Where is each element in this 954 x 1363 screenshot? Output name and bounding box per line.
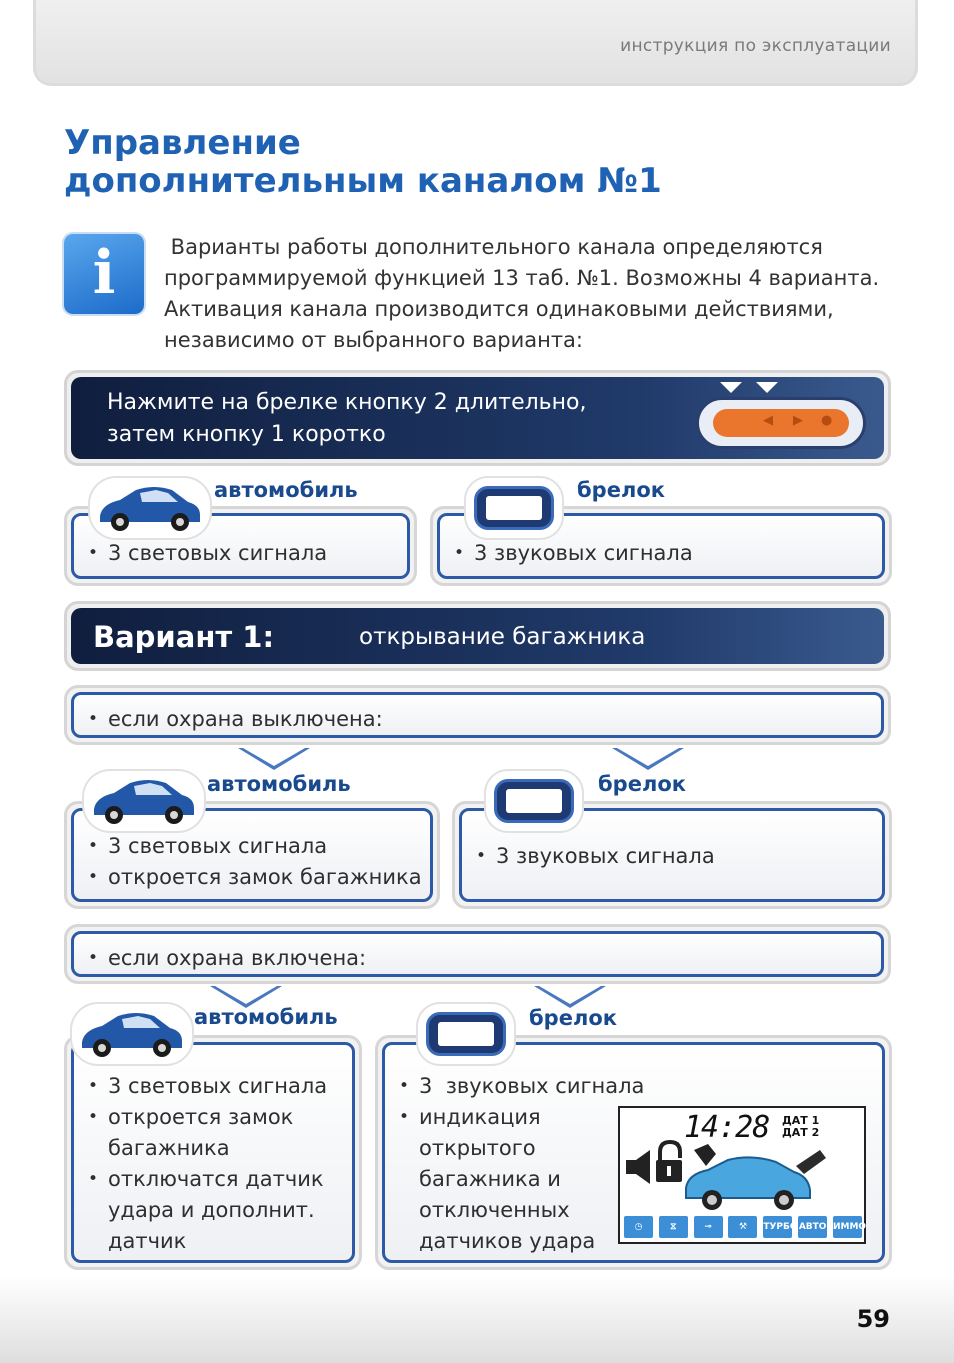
fob-label: брелок	[529, 1006, 617, 1030]
fob-label: брелок	[577, 478, 665, 502]
header-title: инструкция по эксплуатации	[620, 36, 891, 56]
activation-banner	[64, 370, 891, 466]
info-icon: i	[64, 234, 144, 314]
variant-banner	[64, 601, 891, 671]
siren-icon	[626, 1150, 650, 1184]
immo-icon: ИММО	[833, 1216, 862, 1238]
variant-description: открывание багажника	[359, 624, 646, 650]
intro-text: Варианты работы дополнительного канала определяются программируемой функцией 13 таб. №1. Возможны 4 варианта. Активация канала производится одинаковыми действиями, независимо от выбранного варианта:	[164, 235, 880, 352]
car-label: автомобиль	[214, 478, 358, 502]
keyfob-buttons-icon: ◀ ▶ ●	[696, 397, 866, 449]
car-icon	[90, 478, 210, 538]
variant-title: Вариант 1:	[93, 620, 275, 654]
lcd-dat1: ДАТ 1	[782, 1114, 820, 1127]
lcd-icon-row	[624, 1216, 867, 1238]
lcd-dat2: ДАТ 2	[782, 1126, 820, 1139]
disarmed-fob-list: • 3 звуковых сигнала	[476, 841, 715, 872]
temperature-icon: ⊸	[694, 1216, 723, 1238]
shock-sensor-icon	[694, 1144, 716, 1166]
arrow-down-icon	[612, 748, 684, 770]
wrench-icon: ⚒	[728, 1216, 757, 1238]
arrow-down-icon	[238, 748, 310, 770]
armed-car-box	[64, 1035, 362, 1270]
armed-condition: • если охрана включена:	[88, 943, 366, 974]
arrow-down-icon	[534, 986, 606, 1008]
lock-open-icon	[656, 1142, 682, 1182]
armed-car-list: • 3 световых сигнала • откроется замок багажника • отключатся датчик удара и дополнит. датчик	[88, 1071, 327, 1257]
page-number: 59	[856, 1305, 890, 1333]
clock-icon: ◷	[624, 1216, 653, 1238]
armed-condition-box	[64, 924, 891, 984]
disarmed-condition-box	[64, 685, 891, 745]
fob-label: брелок	[598, 772, 686, 796]
auto-icon: АВТО	[798, 1216, 827, 1238]
activation-car-list: • 3 световых сигнала	[88, 538, 327, 569]
armed-fob-list: • 3 звуковых сигнала • индикация открытого багажника и отключенных датчиков удара	[399, 1071, 644, 1257]
car-label: автомобиль	[194, 1005, 338, 1029]
car-icon	[84, 771, 204, 831]
hourglass-icon: ⧖	[659, 1216, 688, 1238]
disarmed-car-list: • 3 световых сигнала • откроется замок багажника	[88, 831, 422, 893]
lcd-time: 14:28	[684, 1110, 770, 1145]
turbo-icon: ТУРБО	[763, 1216, 792, 1238]
button-2-marker-icon	[720, 382, 742, 393]
footer-band	[0, 1276, 954, 1363]
page-title: Управление дополнительным каналом №1	[64, 123, 662, 201]
car-icon	[72, 1004, 192, 1064]
activation-instructions: Нажмите на брелке кнопку 2 длительно, затем кнопку 1 коротко	[107, 390, 587, 447]
keyfob-icon	[418, 1004, 514, 1064]
keyfob-lcd-display	[618, 1106, 866, 1244]
activation-fob-list: • 3 звуковых сигнала	[454, 538, 693, 569]
car-label: автомобиль	[207, 772, 351, 796]
keyfob-icon	[466, 478, 562, 538]
keyfob-icon	[486, 771, 582, 831]
disarmed-condition: • если охрана выключена:	[88, 704, 383, 735]
button-1-marker-icon	[756, 382, 778, 393]
